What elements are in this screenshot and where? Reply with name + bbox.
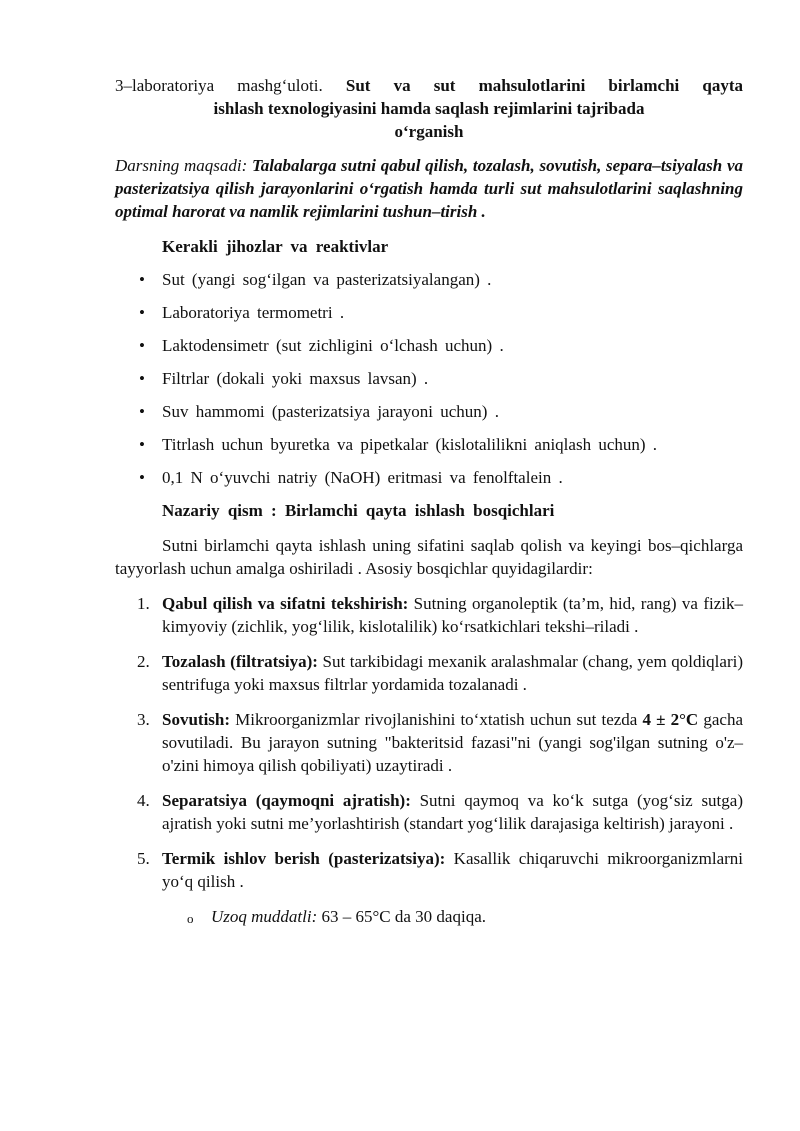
step-number: 1. (137, 594, 150, 613)
title-line-2: ishlash texnologiyasini hamda saqlash rejimlarini tajribada (213, 99, 645, 118)
equipment-heading: Kerakli jihozlar va reaktivlar (162, 237, 389, 256)
title-line-3: o‘rganish (394, 122, 464, 141)
temperature-value: 4 ± 2°C (642, 710, 699, 729)
step-number: 2. (137, 652, 150, 671)
list-item: 5. Termik ishlov berish (pasterizatsiya): Kasallik chiqaruvchi mikroorganizmlarni yo‘q qilish . (137, 849, 743, 891)
steps-list (115, 592, 743, 893)
bullet-icon: • (139, 369, 145, 388)
step-title: Qabul qilish va sifatni tekshirish: (162, 594, 409, 613)
lesson-goal (115, 154, 743, 223)
step-number: 5. (137, 849, 150, 868)
list-item: • 0,1 N o‘yuvchi natriy (NaOH) eritmasi va fenolftalein . (139, 468, 563, 487)
bullet-icon: • (139, 402, 145, 421)
bullet-icon: • (139, 336, 145, 355)
step-title: Tozalash (filtratsiya): (162, 652, 318, 671)
circle-bullet-icon: o (187, 911, 194, 926)
equipment-list (115, 268, 743, 489)
bullet-icon: • (139, 303, 145, 322)
step-number: 4. (137, 791, 150, 810)
list-item: 3. Sovutish: Mikroorganizmlar rivojlanishini to‘xtatish uchun sut tezda 4 ± 2°C gacha sovutiladi. Bu jarayon sutning "bakteritsid fazasi"ni (yangi sog'ilgan sutning o'z–o'zini himoya qilish qobiliyati) uzaytiradi . (137, 710, 743, 775)
list-item: • Suv hammomi (pasterizatsiya jarayoni uchun) . (139, 402, 499, 421)
goal-text: Talabalarga sutni qabul qilish, tozalash, sovutish, separa–tsiyalash va pasterizatsiya qilish jarayonlarini o‘rgatish hamda turli sut mahsulotlarini saqlashning optimal harorat va namlik rejimlarini tushun–tirish . (115, 156, 743, 221)
title-line-1 (115, 74, 743, 97)
list-item: • Titrlash uchun byuretka va pipetkalar (kislotalilikni aniqlash uchun) . (139, 435, 658, 454)
lab-number: 3–laboratoriya mashg‘uloti. (115, 76, 323, 95)
list-item: 1. Qabul qilish va sifatni tekshirish: Sutning organoleptik (ta’m, hid, rang) va fizik–kimyoviy (zichlik, yog‘lilik, kislotalilik) ko‘rsatkichlari tekshi–riladi . (137, 594, 743, 636)
list-item: 4. Separatsiya (qaymoqni ajratish): Sutni qaymoq va ko‘k sutga (yog‘siz sutga) ajratish yoki sutni me’yorlashtirish (standart yog‘lilik darajasiga keltirish) jarayoni . (137, 791, 743, 833)
list-item: 2. Tozalash (filtratsiya): Sut tarkibidagi mexanik aralashmalar (chang, yem qoldiqlari) sentrifuga yoki maxsus filtrlar yordamida tozalanadi . (137, 652, 743, 694)
goal-label: Darsning maqsadi: (115, 156, 248, 175)
page-title (115, 74, 743, 143)
bullet-icon: • (139, 435, 145, 454)
list-item: • Sut (yangi sog‘ilgan va pasterizatsiyalangan) . (139, 270, 492, 289)
title-bold-1: Sut va sut mahsulotlarini birlamchi qayta (345, 76, 744, 95)
theory-heading: Nazariy qism : Birlamchi qayta ishlash bosqichlari (162, 501, 555, 520)
list-item: • Laktodensimetr (sut zichligini o‘lchash uchun) . (139, 336, 504, 355)
bullet-icon: • (139, 468, 145, 487)
bullet-icon: • (139, 270, 145, 289)
substeps-list (115, 905, 743, 928)
step-number: 3. (137, 710, 150, 729)
step-title: Separatsiya (qaymoqni ajratish): (162, 791, 411, 810)
list-item: o Uzoq muddatli: 63 – 65°C da 30 daqiqa. (115, 905, 743, 928)
list-item: • Laboratoriya termometri . (139, 303, 345, 322)
theory-intro: Sutni birlamchi qayta ishlash uning sifatini saqlab qolish va keyingi bos–qichlarga tayyorlash uchun amalga oshiriladi . Asosiy bosqichlar quyidagilardir: (115, 536, 743, 578)
document-page (115, 74, 743, 928)
list-item: • Filtrlar (dokali yoki maxsus lavsan) . (139, 369, 429, 388)
step-title: Sovutish: (162, 710, 231, 729)
substep-label: Uzoq muddatli: (211, 907, 318, 926)
step-title: Termik ishlov berish (pasterizatsiya): (162, 849, 446, 868)
